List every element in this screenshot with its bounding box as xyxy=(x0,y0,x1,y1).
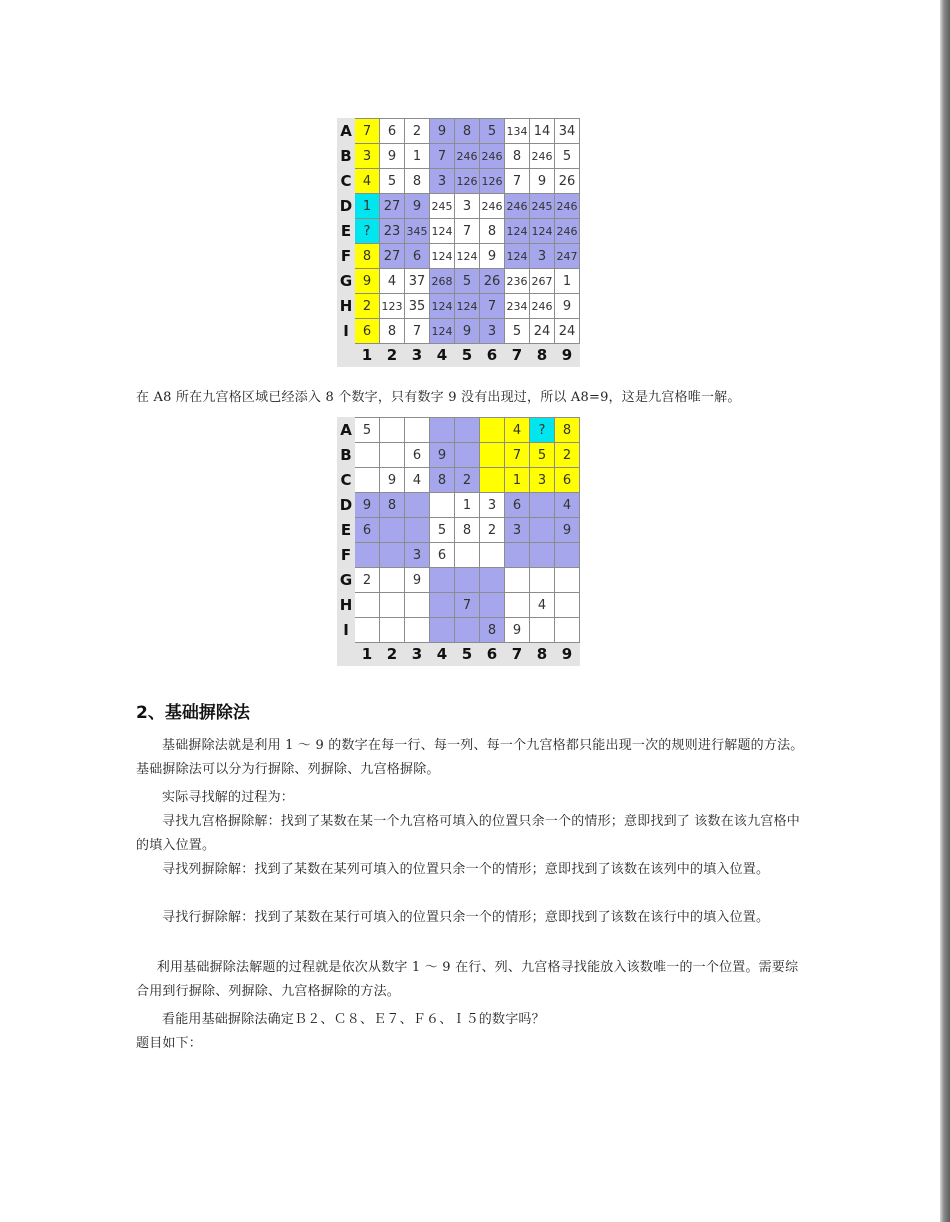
grid-cell xyxy=(530,568,555,593)
row-label: B xyxy=(338,443,355,468)
grid-cell: 8 xyxy=(505,144,530,169)
grid-cell: 234 xyxy=(505,294,530,319)
grid-cell: 8 xyxy=(480,219,505,244)
row-label: H xyxy=(338,294,355,319)
grid-cell: 9 xyxy=(405,194,430,219)
grid-cell xyxy=(355,468,380,493)
grid-cell: 37 xyxy=(405,269,430,294)
grid-cell: 7 xyxy=(455,593,480,618)
grid-cell: 7 xyxy=(355,119,380,144)
grid-cell: 8 xyxy=(455,518,480,543)
caption-a8: 在 A8 所在九宫格区域已经添入 8 个数字，只有数字 9 没有出现过，所以 A8=9，这是九宫格唯一解。 xyxy=(136,390,741,405)
column-label-row xyxy=(338,643,580,666)
grid-row xyxy=(338,144,580,169)
column-label: 6 xyxy=(480,643,505,666)
sudoku-grid-puzzle xyxy=(337,417,580,666)
grid-cell: 2 xyxy=(455,468,480,493)
grid-cell xyxy=(505,568,530,593)
column-label: 9 xyxy=(555,643,580,666)
grid-cell: 3 xyxy=(530,468,555,493)
grid-cell: 5 xyxy=(555,144,580,169)
grid-cell: 24 xyxy=(530,319,555,344)
column-label: 4 xyxy=(430,643,455,666)
grid-cell: 4 xyxy=(405,468,430,493)
grid-cell: 8 xyxy=(380,319,405,344)
grid-cell: 5 xyxy=(505,319,530,344)
grid-cell: 2 xyxy=(480,518,505,543)
row-label: I xyxy=(338,319,355,344)
grid-cell xyxy=(455,418,480,443)
row-label: D xyxy=(338,493,355,518)
grid-cell: 5 xyxy=(430,518,455,543)
grid-cell xyxy=(355,593,380,618)
grid-cell: 4 xyxy=(555,493,580,518)
grid-cell xyxy=(430,618,455,643)
grid-cell xyxy=(430,493,455,518)
grid-cell: 2 xyxy=(355,294,380,319)
grid-cell: 3 xyxy=(455,194,480,219)
grid-cell: 8 xyxy=(480,618,505,643)
grid-cell: 5 xyxy=(530,443,555,468)
grid-cell: 9 xyxy=(530,169,555,194)
grid-cell: 8 xyxy=(405,169,430,194)
grid-cell: 245 xyxy=(530,194,555,219)
grid-cell: 245 xyxy=(430,194,455,219)
grid-row xyxy=(338,493,580,518)
sudoku-table-2 xyxy=(337,417,580,666)
grid-cell: 3 xyxy=(355,144,380,169)
grid-cell: 123 xyxy=(380,294,405,319)
grid-row xyxy=(338,269,580,294)
column-label: 1 xyxy=(355,643,380,666)
grid-cell xyxy=(530,618,555,643)
grid-cell: 27 xyxy=(380,244,405,269)
grid-corner xyxy=(338,643,355,666)
grid-cell: 124 xyxy=(530,219,555,244)
paragraph-puzzle-follows: 题目如下： xyxy=(136,1036,203,1051)
grid-cell: 9 xyxy=(355,269,380,294)
grid-cell: 7 xyxy=(430,144,455,169)
grid-row xyxy=(338,418,580,443)
grid-cell: ? xyxy=(530,418,555,443)
grid-cell: 9 xyxy=(455,319,480,344)
grid-cell: 1 xyxy=(355,194,380,219)
grid-cell: 6 xyxy=(405,244,430,269)
column-label-row xyxy=(338,344,580,367)
grid-cell: 8 xyxy=(455,119,480,144)
grid-cell xyxy=(505,593,530,618)
grid-row xyxy=(338,593,580,618)
grid-cell xyxy=(430,418,455,443)
row-label: A xyxy=(338,119,355,144)
paragraph-box-elimination: 寻找九宫格摒除解：找到了某数在某一个九宫格可填入的位置只余一个的情形；意即找到了 该数在该九宫格中的填入位置。 xyxy=(136,814,800,853)
grid-cell xyxy=(480,568,505,593)
grid-cell: 9 xyxy=(430,443,455,468)
grid-cell: 345 xyxy=(405,219,430,244)
grid-cell: 2 xyxy=(355,568,380,593)
grid-cell xyxy=(555,543,580,568)
grid-cell xyxy=(405,418,430,443)
column-label: 7 xyxy=(505,643,530,666)
grid-cell: 6 xyxy=(405,443,430,468)
grid-cell: 246 xyxy=(530,294,555,319)
grid-cell: 6 xyxy=(505,493,530,518)
sudoku-grid-candidates xyxy=(337,118,580,367)
paragraph-column-elimination: 寻找列摒除解：找到了某数在某列可填入的位置只余一个的情形；意即找到了该数在该列中的填入位置。 xyxy=(162,862,770,877)
row-label: H xyxy=(338,593,355,618)
row-label: G xyxy=(338,269,355,294)
column-label: 2 xyxy=(380,344,405,367)
grid-cell: 247 xyxy=(555,244,580,269)
grid-cell: 9 xyxy=(555,294,580,319)
grid-cell xyxy=(405,618,430,643)
grid-cell: 124 xyxy=(455,244,480,269)
grid-cell: 9 xyxy=(505,618,530,643)
grid-cell: 1 xyxy=(405,144,430,169)
row-label: E xyxy=(338,219,355,244)
grid-cell: 5 xyxy=(380,169,405,194)
grid-row xyxy=(338,119,580,144)
grid-cell xyxy=(505,543,530,568)
grid-cell xyxy=(380,543,405,568)
grid-cell: 24 xyxy=(555,319,580,344)
grid-cell xyxy=(405,593,430,618)
grid-row xyxy=(338,543,580,568)
grid-cell xyxy=(480,468,505,493)
grid-cell: 124 xyxy=(505,219,530,244)
grid-cell: 3 xyxy=(530,244,555,269)
grid-cell xyxy=(405,518,430,543)
grid-cell xyxy=(430,593,455,618)
grid-cell: 3 xyxy=(480,319,505,344)
grid-cell: 3 xyxy=(505,518,530,543)
grid-cell xyxy=(480,593,505,618)
grid-cell: 124 xyxy=(505,244,530,269)
row-label: C xyxy=(338,169,355,194)
row-label: E xyxy=(338,518,355,543)
grid-cell: 246 xyxy=(480,144,505,169)
paragraph-summary: 利用基础摒除法解题的过程就是依次从数字 1 ～ 9 在行、列、九宫格寻找能放入该数唯一的一个位置。需要综合用到行摒除、列摒除、九宫格摒除的方法。 xyxy=(136,960,799,999)
grid-cell xyxy=(455,543,480,568)
column-label: 2 xyxy=(380,643,405,666)
column-label: 6 xyxy=(480,344,505,367)
grid-row xyxy=(338,319,580,344)
grid-cell: 14 xyxy=(530,119,555,144)
grid-cell: 246 xyxy=(505,194,530,219)
grid-cell: 124 xyxy=(430,244,455,269)
grid-cell xyxy=(380,568,405,593)
scrollbar[interactable] xyxy=(940,0,950,1222)
grid-cell xyxy=(380,518,405,543)
grid-cell xyxy=(455,443,480,468)
grid-cell: 9 xyxy=(480,244,505,269)
grid-cell xyxy=(555,618,580,643)
grid-row xyxy=(338,568,580,593)
grid-cell: 26 xyxy=(480,269,505,294)
grid-cell: 2 xyxy=(405,119,430,144)
grid-cell: 4 xyxy=(530,593,555,618)
grid-cell: 124 xyxy=(455,294,480,319)
grid-cell: 9 xyxy=(405,568,430,593)
grid-cell: 267 xyxy=(530,269,555,294)
grid-cell xyxy=(355,443,380,468)
grid-cell xyxy=(530,493,555,518)
grid-cell: 134 xyxy=(505,119,530,144)
grid-cell: 9 xyxy=(380,468,405,493)
grid-cell xyxy=(380,418,405,443)
grid-cell xyxy=(455,568,480,593)
column-label: 4 xyxy=(430,344,455,367)
grid-cell: 27 xyxy=(380,194,405,219)
grid-cell: 7 xyxy=(480,294,505,319)
grid-cell: 9 xyxy=(380,144,405,169)
grid-cell: 23 xyxy=(380,219,405,244)
grid-cell: 35 xyxy=(405,294,430,319)
grid-cell: 4 xyxy=(505,418,530,443)
grid-cell: 9 xyxy=(555,518,580,543)
grid-cell: 6 xyxy=(380,119,405,144)
grid-row xyxy=(338,468,580,493)
grid-cell: 5 xyxy=(355,418,380,443)
grid-cell: 6 xyxy=(555,468,580,493)
grid-cell: 246 xyxy=(555,219,580,244)
grid-cell: 8 xyxy=(555,418,580,443)
grid-cell xyxy=(380,593,405,618)
grid-cell: 124 xyxy=(430,219,455,244)
row-label: D xyxy=(338,194,355,219)
grid-cell: 8 xyxy=(430,468,455,493)
grid-cell: 246 xyxy=(455,144,480,169)
grid-cell: 5 xyxy=(480,119,505,144)
grid-cell: 6 xyxy=(430,543,455,568)
grid-corner xyxy=(338,344,355,367)
paragraph-process: 实际寻找解的过程为： xyxy=(162,790,295,805)
grid-row xyxy=(338,169,580,194)
row-label: G xyxy=(338,568,355,593)
row-label: A xyxy=(338,418,355,443)
column-label: 5 xyxy=(455,643,480,666)
grid-cell: 124 xyxy=(430,319,455,344)
grid-cell xyxy=(380,618,405,643)
grid-cell: 126 xyxy=(455,169,480,194)
grid-cell: 9 xyxy=(355,493,380,518)
grid-cell: 9 xyxy=(430,119,455,144)
grid-cell: 1 xyxy=(505,468,530,493)
grid-cell: 34 xyxy=(555,119,580,144)
grid-cell: 7 xyxy=(455,219,480,244)
grid-cell: 7 xyxy=(505,443,530,468)
grid-cell: 26 xyxy=(555,169,580,194)
grid-cell: 7 xyxy=(405,319,430,344)
grid-cell: 246 xyxy=(530,144,555,169)
grid-cell: 1 xyxy=(555,269,580,294)
column-label: 3 xyxy=(405,344,430,367)
grid-cell: 7 xyxy=(505,169,530,194)
paragraph-question: 看能用基础摒除法确定Ｂ２、Ｃ８、Ｅ７、Ｆ６、Ｉ５的数字吗？ xyxy=(162,1012,545,1027)
grid-row xyxy=(338,294,580,319)
grid-cell xyxy=(480,418,505,443)
grid-row xyxy=(338,443,580,468)
grid-row xyxy=(338,618,580,643)
grid-cell xyxy=(555,593,580,618)
grid-cell: 5 xyxy=(455,269,480,294)
paragraph-row-elimination: 寻找行摒除解：找到了某数在某行可填入的位置只余一个的情形；意即找到了该数在该行中的填入位置。 xyxy=(162,910,770,925)
column-label: 7 xyxy=(505,344,530,367)
grid-cell: 8 xyxy=(355,244,380,269)
column-label: 8 xyxy=(530,344,555,367)
column-label: 1 xyxy=(355,344,380,367)
grid-cell: 4 xyxy=(380,269,405,294)
grid-cell: 236 xyxy=(505,269,530,294)
grid-cell xyxy=(455,618,480,643)
row-label: F xyxy=(338,244,355,269)
grid-cell: ? xyxy=(355,219,380,244)
grid-cell xyxy=(480,443,505,468)
grid-cell xyxy=(555,568,580,593)
sudoku-table-1 xyxy=(337,118,580,367)
section-heading: 2、基础摒除法 xyxy=(136,703,250,723)
grid-cell: 8 xyxy=(380,493,405,518)
row-label: F xyxy=(338,543,355,568)
grid-cell xyxy=(530,518,555,543)
grid-row xyxy=(338,244,580,269)
row-label: I xyxy=(338,618,355,643)
grid-cell: 6 xyxy=(355,518,380,543)
grid-cell xyxy=(405,493,430,518)
grid-cell xyxy=(480,543,505,568)
grid-cell: 124 xyxy=(430,294,455,319)
grid-cell xyxy=(355,618,380,643)
grid-cell: 3 xyxy=(480,493,505,518)
grid-cell: 246 xyxy=(480,194,505,219)
grid-row xyxy=(338,518,580,543)
column-label: 5 xyxy=(455,344,480,367)
column-label: 9 xyxy=(555,344,580,367)
grid-cell xyxy=(430,568,455,593)
grid-cell: 246 xyxy=(555,194,580,219)
row-label: C xyxy=(338,468,355,493)
grid-cell: 4 xyxy=(355,169,380,194)
grid-cell: 1 xyxy=(455,493,480,518)
grid-cell: 2 xyxy=(555,443,580,468)
grid-row xyxy=(338,219,580,244)
grid-cell xyxy=(355,543,380,568)
grid-cell: 3 xyxy=(430,169,455,194)
grid-cell: 126 xyxy=(480,169,505,194)
row-label: B xyxy=(338,144,355,169)
grid-cell: 6 xyxy=(355,319,380,344)
grid-cell xyxy=(380,443,405,468)
grid-cell xyxy=(530,543,555,568)
grid-cell: 3 xyxy=(405,543,430,568)
column-label: 8 xyxy=(530,643,555,666)
column-label: 3 xyxy=(405,643,430,666)
grid-row xyxy=(338,194,580,219)
paragraph-intro: 基础摒除法就是利用 1 ～ 9 的数字在每一行、每一列、每一个九宫格都只能出现一次的规则进行解题的方法。基础摒除法可以分为行摒除、列摒除、九宫格摒除。 xyxy=(136,738,804,777)
grid-cell: 268 xyxy=(430,269,455,294)
